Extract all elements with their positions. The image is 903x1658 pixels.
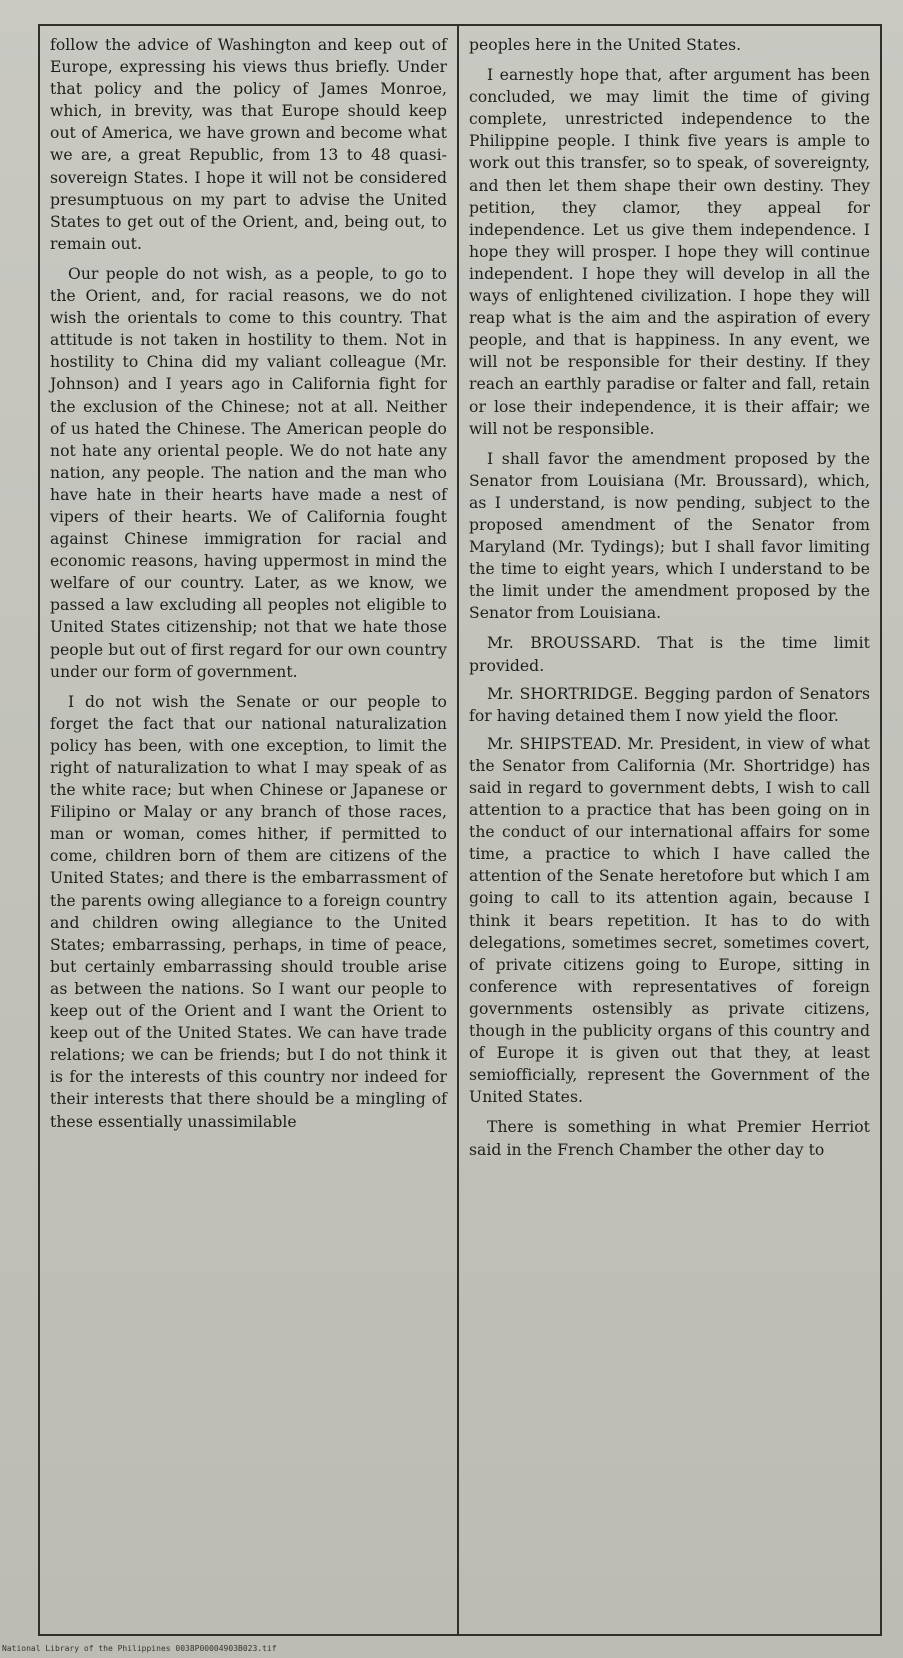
paragraph-right-3: I shall favor the amendment proposed by the Senator from Louisiana (Mr. Broussard), which, as I understand, is now pending, subject to the proposed amendment of the Senator from Maryland (Mr. Tydings); but I shall favor limiting the time to eight years, which I understand to be the limit under the amendment proposed by the Senator from Louisiana. (469, 449, 870, 623)
paragraph-right-4: Mr. BROUSSARD. That is the time limit provided. (469, 634, 870, 675)
text-column-right (458, 24, 882, 1636)
paragraph-right-1: peoples here in the United States. (469, 36, 742, 54)
text-column-left (38, 24, 458, 1636)
paragraph-right-7: There is something in what Premier Herriot said in the French Chamber the other day to (469, 1118, 870, 1159)
paragraph-right-2: I earnestly hope that, after argument has been concluded, we may limit the time of giving complete, unrestricted independence to the Philippine people. I think five years is ample to work out this transfer, so to speak, of sovereignty, and then let them shape their own destiny. They petition, they clamor, they appeal for independence. Let us give them independence. I hope they will prosper. I hope they will continue independent. I hope they will develop in all the ways of enlightened civilization. I hope they will reap what is the aim and the aspiration of every people, and that is happiness. In any event, we will not be responsible for their destiny. If they reach an earthly paradise or falter and fall, retain or lose their independence, it is their affair; we will not be responsible. (469, 66, 870, 438)
paragraph-left-2: Our people do not wish, as a people, to go to the Orient, and, for racial reasons, we do not wish the orientals to come to this country. That attitude is not taken in hostility to them. Not in hostility to China did my valiant colleague (Mr. Johnson) and I years ago in California fight for the exclusion of the Chinese; not at all. Neither of us hated the Chinese. The American people do not hate any oriental people. We do not hate any nation, any people. The nation and the man who have hate in their hearts have made a nest of vipers of their hearts. We of California fought against Chinese immigration for racial and economic reasons, having uppermost in mind the welfare of our country. Later, as we know, we passed a law excluding all peoples not eligible to United States citizenship; not that we hate those people but out of first regard for our own country under our form of government. (50, 264, 447, 681)
paragraph-right-6: Mr. SHIPSTEAD. Mr. President, in view of what the Senator from California (Mr. Shortridge) has said in regard to government debts, I wish to call attention to a practice that has been going on in the conduct of our international affairs for some time, a practice to which I have called the attention of the Senate heretofore but which I am going to call to its attention again, because I think it bears repetition. It has to do with delegations, sometimes secret, sometimes covert, of private citizens going to Europe, sitting in conference with representatives of foreign governments ostensibly as private citizens, though in the publicity organs of this country and of Europe it is given out that they, at least semiofficially, represent the Government of the United States. (469, 734, 870, 1107)
paragraph-right-5: Mr. SHORTRIDGE. Begging pardon of Senators for having detained them I now yield the floor. (469, 684, 870, 725)
paragraph-left-1: follow the advice of Washington and keep out of Europe, expressing his views thus briefly. Under that policy and the policy of James Monroe, which, in brevity, was that Europe should keep out of America, we have grown and become what we are, a great Republic, from 13 to 48 quasi-sovereign States. I hope it will not be considered presumptuous on my part to advise the United States to get out of the Orient, and, being out, to remain out. (50, 36, 447, 253)
paragraph-left-3: I do not wish the Senate or our people to forget the fact that our national naturalization policy has been, with one exception, to limit the right of naturalization to what I may speak of as the white race; but when Chinese or Japanese or Filipino or Malay or any branch of those races, man or woman, comes hither, if permitted to come, children born of them are citizens of the United States; and there is the embarrassment of the parents owing allegiance to a foreign country and children owing allegiance to the United States; embarrassing, perhaps, in time of peace, but certainly embarrassing should trouble arise as between the nations. So I want our people to keep out of the Orient and I want the Orient to keep out of the United States. We can have trade relations; we can be friends; but I do not think it is for the interests of this country nor indeed for their interests that there should be a mingling of these essentially unassimilable (50, 692, 447, 1131)
scan-footer-caption: National Library of the Philippines 0038P00004903B023.tif (2, 1644, 277, 1653)
